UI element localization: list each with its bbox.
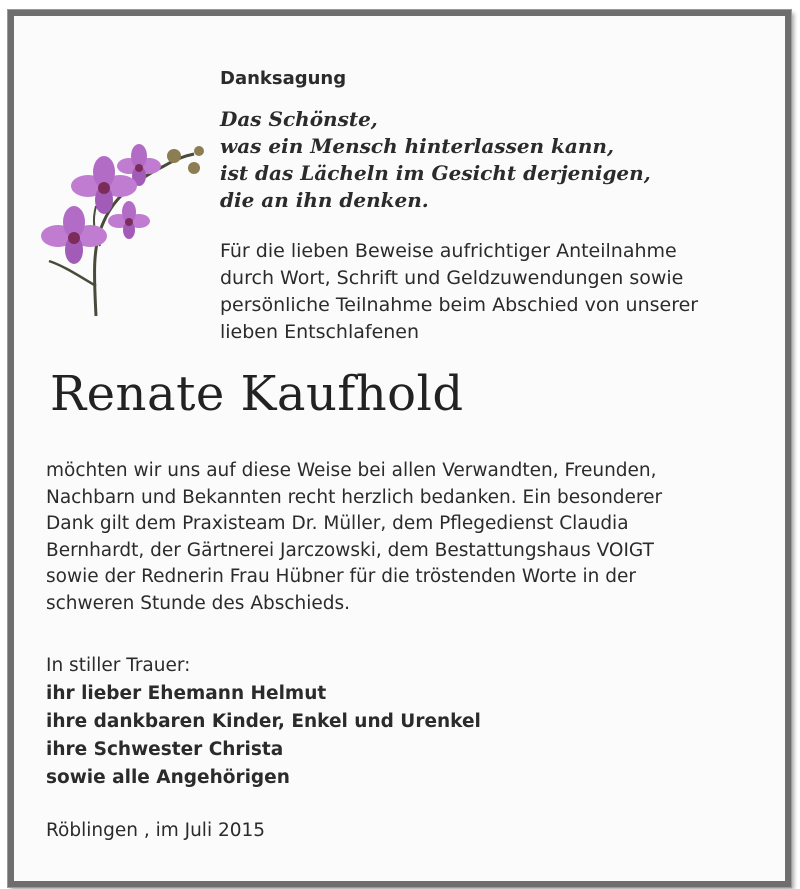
poem-line: ist das Lächeln im Gesicht derjenigen,	[220, 161, 651, 185]
obituary-frame	[8, 10, 791, 887]
mourner-line: ihre Schwester Christa	[46, 739, 284, 760]
orchid-icon	[34, 126, 214, 321]
place-date: Röblingen , im Juli 2015	[46, 820, 266, 841]
mourner-line: sowie alle Angehörigen	[46, 767, 290, 788]
heading: Danksagung	[220, 68, 347, 89]
poem-line: die an ihn denken.	[220, 188, 429, 212]
thanks-line: Bernhardt, der Gärtnerei Jarczowski, dem Bestattungshaus VOIGT	[46, 539, 654, 561]
deceased-name: Renate Kaufhold	[50, 366, 464, 422]
poem	[220, 106, 651, 214]
intro-text	[220, 238, 698, 346]
mourner-line: ihre dankbaren Kinder, Enkel und Urenkel	[46, 711, 481, 732]
thanks-line: schweren Stunde des Abschieds.	[46, 592, 351, 614]
thanks-line: möchten wir uns auf diese Weise bei allen Verwandten, Freunden,	[46, 460, 657, 481]
thanks-line: sowie der Rednerin Frau Hübner für die tröstenden Worte in der	[46, 566, 637, 587]
thanks-text	[46, 458, 662, 617]
intro-line: durch Wort, Schrift und Geldzuwendungen sowie	[220, 267, 684, 289]
intro-line: lieben Entschlafenen	[220, 321, 420, 343]
mourning-intro: In stiller Trauer:	[46, 655, 191, 676]
poem-line: Das Schönste,	[220, 107, 378, 131]
mourner-line: ihr lieber Ehemann Helmut	[46, 683, 327, 704]
thanks-line: Dank gilt dem Praxisteam Dr. Müller, dem Pflegedienst Claudia	[46, 513, 629, 534]
mourners-block	[46, 652, 481, 792]
poem-line: was ein Mensch hinterlassen kann,	[220, 134, 614, 158]
thanks-line: Nachbarn und Bekannten recht herzlich bedanken. Ein besonderer	[46, 486, 663, 508]
intro-line: persönliche Teilnahme beim Abschied von unserer	[220, 294, 699, 316]
intro-line: Für die lieben Beweise aufrichtiger Anteilnahme	[220, 240, 677, 262]
